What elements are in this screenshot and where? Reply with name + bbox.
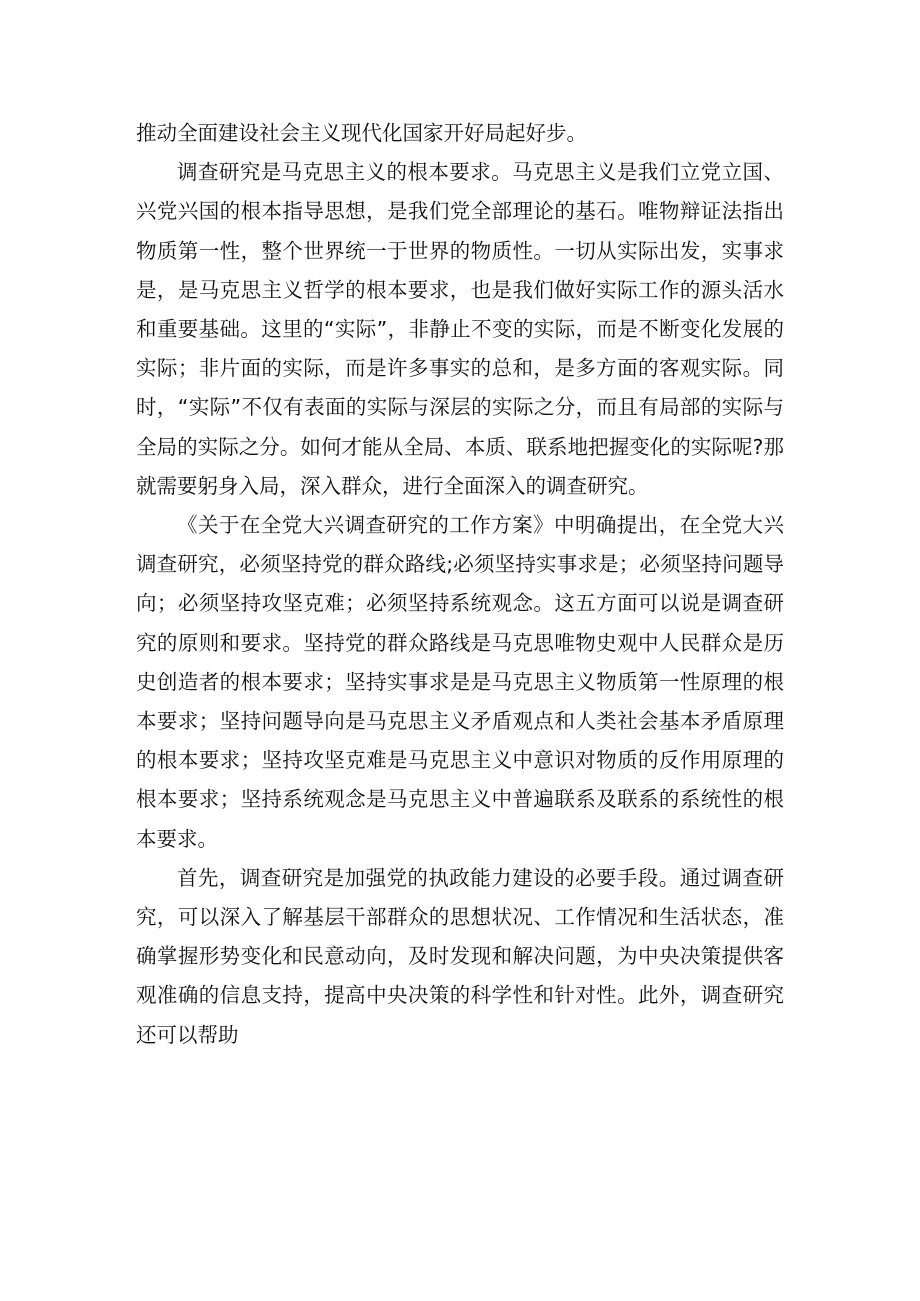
document-body — [136, 114, 784, 1055]
paragraph-continuation: 推动全面建设社会主义现代化国家开好局起好步。 — [136, 121, 587, 145]
paragraph-marxism-requirement: 调查研究是马克思主义的根本要求。马克思主义是我们立党立国、兴党兴国的根本指导思想，是我们党全部理论的基石。唯物辩证法指出物质第一性，整个世界统一于世界的物质性。一切从实际出发，实事求是，是马克思主义哲学的根本要求，也是我们做好实际工作的源头活水和重要基础。这里的“实际”，非静止不变的实际，而是不断变化发展的实际；非片面的实际，而是许多事实的总和，是多方面的客观实际。同时，“实际”不仅有表面的实际与深层的实际之分，而且有局部的实际与全局的实际之分。如何才能从全局、本质、联系地把握变化的实际呢?那就需要躬身入局，深入群众，进行全面深入的调查研究。 — [136, 160, 784, 498]
paragraph-governance-capacity: 首先，调查研究是加强党的执政能力建设的必要手段。通过调查研究，可以深入了解基层干部群众的思想状况、工作情况和生活状态，准确掌握形势变化和民意动向，及时发现和解决问题，为中央决策提供客观准确的信息支持，提高中央决策的科学性和针对性。此外，调查研究还可以帮助 — [136, 865, 784, 1047]
paragraph-work-plan: 《关于在全党大兴调查研究的工作方案》中明确提出，在全党大兴调查研究，必须坚持党的群众路线;必须坚持实事求是；必须坚持问题导向；必须坚持攻坚克难；必须坚持系统观念。这五方面可以说是调查研究的原则和要求。坚持党的群众路线是马克思唯物史观中人民群众是历史创造者的根本要求；坚持实事求是是马克思主义物质第一性原理的根本要求；坚持问题导向是马克思主义矛盾观点和人类社会基本矛盾原理的根本要求；坚持攻坚克难是马克思主义中意识对物质的反作用原理的根本要求；坚持系统观念是马克思主义中普遍联系及联系的系统性的根本要求。 — [136, 513, 784, 851]
